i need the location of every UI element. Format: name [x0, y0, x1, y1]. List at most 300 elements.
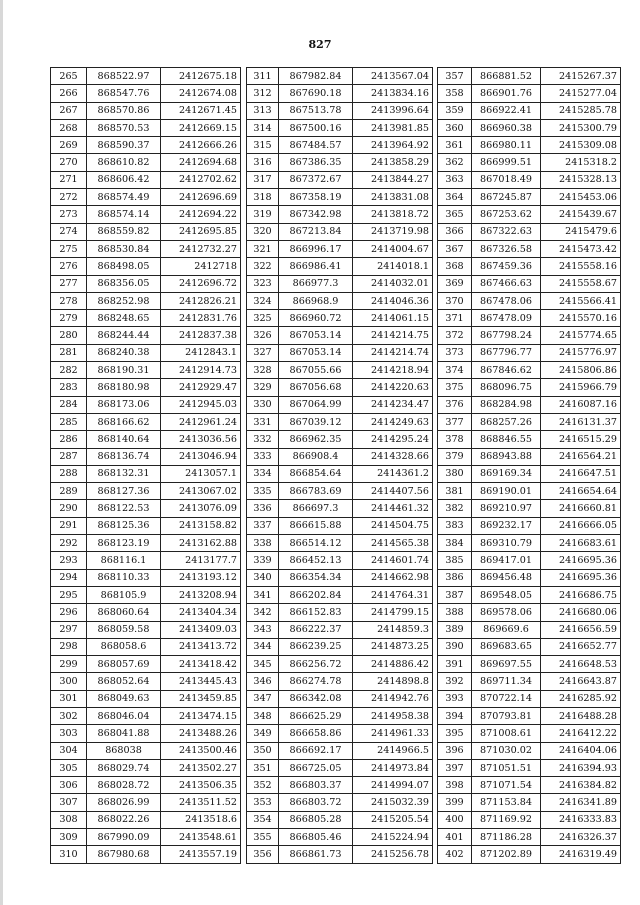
y-coordinate-cell: 2414799.15 [353, 604, 433, 621]
table-row [247, 794, 433, 811]
point-number-cell: 382 [438, 500, 472, 517]
x-coordinate-cell: 868570.86 [87, 102, 161, 119]
x-coordinate-cell: 866658.86 [279, 725, 353, 742]
x-coordinate-cell: 868190.31 [87, 362, 161, 379]
point-number-cell: 399 [438, 794, 472, 811]
point-number-cell: 273 [51, 206, 87, 223]
x-coordinate-cell: 866697.3 [279, 500, 353, 517]
table-row [51, 85, 241, 102]
point-number-cell: 365 [438, 206, 472, 223]
y-coordinate-cell: 2414004.67 [353, 240, 433, 257]
x-coordinate-cell: 867386.35 [279, 154, 353, 171]
y-coordinate-cell: 2414873.25 [353, 638, 433, 655]
y-coordinate-cell: 2416564.21 [541, 448, 621, 465]
point-number-cell: 308 [51, 811, 87, 828]
point-number-cell: 280 [51, 327, 87, 344]
x-coordinate-cell: 867478.06 [472, 292, 541, 309]
table-row [51, 673, 241, 690]
point-number-cell: 331 [247, 413, 279, 430]
x-coordinate-cell: 871202.89 [472, 846, 541, 863]
point-number-cell: 324 [247, 292, 279, 309]
table-row [438, 206, 621, 223]
y-coordinate-cell: 2414961.33 [353, 725, 433, 742]
y-coordinate-cell: 2414295.24 [353, 431, 433, 448]
y-coordinate-cell: 2413834.16 [353, 85, 433, 102]
point-number-cell: 394 [438, 707, 472, 724]
y-coordinate-cell: 2413057.1 [161, 465, 241, 482]
x-coordinate-cell: 869683.65 [472, 638, 541, 655]
table-row [438, 379, 621, 396]
x-coordinate-cell: 867690.18 [279, 85, 353, 102]
x-coordinate-cell: 868522.97 [87, 68, 161, 85]
x-coordinate-cell: 866960.38 [472, 119, 541, 136]
page-number: 827 [308, 38, 332, 51]
x-coordinate-cell: 867322.63 [472, 223, 541, 240]
point-number-cell: 385 [438, 552, 472, 569]
y-coordinate-cell: 2413177.7 [161, 552, 241, 569]
table-row [247, 85, 433, 102]
y-coordinate-cell: 2415558.67 [541, 275, 621, 292]
point-number-cell: 299 [51, 656, 87, 673]
point-number-cell: 313 [247, 102, 279, 119]
x-coordinate-cell: 868248.65 [87, 310, 161, 327]
x-coordinate-cell: 867342.98 [279, 206, 353, 223]
y-coordinate-cell: 2413502.27 [161, 759, 241, 776]
point-number-cell: 357 [438, 68, 472, 85]
y-coordinate-cell: 2412696.69 [161, 189, 241, 206]
y-coordinate-cell: 2414214.74 [353, 344, 433, 361]
y-coordinate-cell: 2416680.06 [541, 604, 621, 621]
table-row [51, 794, 241, 811]
table-row [438, 171, 621, 188]
x-coordinate-cell: 869417.01 [472, 552, 541, 569]
x-coordinate-cell: 866692.17 [279, 742, 353, 759]
table-row [247, 396, 433, 413]
point-number-cell: 398 [438, 777, 472, 794]
point-number-cell: 316 [247, 154, 279, 171]
point-number-cell: 266 [51, 85, 87, 102]
x-coordinate-cell: 868026.99 [87, 794, 161, 811]
table-row [51, 500, 241, 517]
table-row [438, 552, 621, 569]
point-number-cell: 312 [247, 85, 279, 102]
y-coordinate-cell: 2413488.26 [161, 725, 241, 742]
x-coordinate-cell: 867053.14 [279, 344, 353, 361]
y-coordinate-cell: 2414032.01 [353, 275, 433, 292]
y-coordinate-cell: 2414565.38 [353, 535, 433, 552]
table-row [51, 68, 241, 85]
y-coordinate-cell: 2415032.39 [353, 794, 433, 811]
x-coordinate-cell: 866256.72 [279, 656, 353, 673]
coordinate-table-column-3 [437, 67, 621, 864]
x-coordinate-cell: 868127.36 [87, 483, 161, 500]
x-coordinate-cell: 866881.52 [472, 68, 541, 85]
y-coordinate-cell: 2412945.03 [161, 396, 241, 413]
x-coordinate-cell: 868574.49 [87, 189, 161, 206]
x-coordinate-cell: 869210.97 [472, 500, 541, 517]
y-coordinate-cell: 2415570.16 [541, 310, 621, 327]
point-number-cell: 348 [247, 707, 279, 724]
point-number-cell: 347 [247, 690, 279, 707]
table-row [438, 137, 621, 154]
point-number-cell: 284 [51, 396, 87, 413]
table-row [438, 742, 621, 759]
y-coordinate-cell: 2413548.61 [161, 829, 241, 846]
x-coordinate-cell: 866783.69 [279, 483, 353, 500]
x-coordinate-cell: 868590.37 [87, 137, 161, 154]
table-row [247, 171, 433, 188]
x-coordinate-cell: 871153.84 [472, 794, 541, 811]
point-number-cell: 401 [438, 829, 472, 846]
table-row [51, 569, 241, 586]
y-coordinate-cell: 2412843.1 [161, 344, 241, 361]
y-coordinate-cell: 2412674.08 [161, 85, 241, 102]
y-coordinate-cell: 2412671.45 [161, 102, 241, 119]
point-number-cell: 339 [247, 552, 279, 569]
point-number-cell: 321 [247, 240, 279, 257]
y-coordinate-cell: 2414966.5 [353, 742, 433, 759]
x-coordinate-cell: 866202.84 [279, 586, 353, 603]
table-row [438, 189, 621, 206]
x-coordinate-cell: 868096.75 [472, 379, 541, 396]
y-coordinate-cell: 2416695.36 [541, 569, 621, 586]
table-row [51, 656, 241, 673]
point-number-cell: 378 [438, 431, 472, 448]
table-row [247, 292, 433, 309]
y-coordinate-cell: 2416087.16 [541, 396, 621, 413]
table-row [247, 483, 433, 500]
point-number-cell: 400 [438, 811, 472, 828]
table-row [51, 552, 241, 569]
y-coordinate-cell: 2415439.67 [541, 206, 621, 223]
y-coordinate-cell: 2414504.75 [353, 517, 433, 534]
y-coordinate-cell: 2415224.94 [353, 829, 433, 846]
table-row [247, 223, 433, 240]
table-row [51, 206, 241, 223]
x-coordinate-cell: 868060.64 [87, 604, 161, 621]
x-coordinate-cell: 867064.99 [279, 396, 353, 413]
y-coordinate-cell: 2413418.42 [161, 656, 241, 673]
y-coordinate-cell: 2413076.09 [161, 500, 241, 517]
y-coordinate-cell: 2414249.63 [353, 413, 433, 430]
x-coordinate-cell: 867990.09 [87, 829, 161, 846]
table-row [51, 396, 241, 413]
y-coordinate-cell: 2415277.04 [541, 85, 621, 102]
table-row [438, 621, 621, 638]
table-row [438, 68, 621, 85]
y-coordinate-cell: 2413518.6 [161, 811, 241, 828]
point-number-cell: 268 [51, 119, 87, 136]
y-coordinate-cell: 2412694.68 [161, 154, 241, 171]
y-coordinate-cell: 2412914.73 [161, 362, 241, 379]
point-number-cell: 358 [438, 85, 472, 102]
table-row [247, 621, 433, 638]
table-row [247, 189, 433, 206]
point-number-cell: 386 [438, 569, 472, 586]
x-coordinate-cell: 866962.35 [279, 431, 353, 448]
x-coordinate-cell: 867055.66 [279, 362, 353, 379]
table-row [247, 535, 433, 552]
point-number-cell: 271 [51, 171, 87, 188]
table-row [438, 500, 621, 517]
point-number-cell: 334 [247, 465, 279, 482]
x-coordinate-cell: 869190.01 [472, 483, 541, 500]
x-coordinate-cell: 868180.98 [87, 379, 161, 396]
point-number-cell: 338 [247, 535, 279, 552]
table-row [438, 569, 621, 586]
y-coordinate-cell: 2413500.46 [161, 742, 241, 759]
x-coordinate-cell: 868105.9 [87, 586, 161, 603]
point-number-cell: 295 [51, 586, 87, 603]
x-coordinate-cell: 866901.76 [472, 85, 541, 102]
table-row [247, 673, 433, 690]
x-coordinate-cell: 866452.13 [279, 552, 353, 569]
point-number-cell: 288 [51, 465, 87, 482]
y-coordinate-cell: 2414942.76 [353, 690, 433, 707]
point-number-cell: 317 [247, 171, 279, 188]
x-coordinate-cell: 868057.69 [87, 656, 161, 673]
table-row [438, 535, 621, 552]
point-number-cell: 376 [438, 396, 472, 413]
x-coordinate-cell: 867478.09 [472, 310, 541, 327]
y-coordinate-cell: 2414218.94 [353, 362, 433, 379]
y-coordinate-cell: 2414601.74 [353, 552, 433, 569]
point-number-cell: 372 [438, 327, 472, 344]
y-coordinate-cell: 2414958.38 [353, 707, 433, 724]
point-number-cell: 370 [438, 292, 472, 309]
point-number-cell: 296 [51, 604, 87, 621]
x-coordinate-cell: 868498.05 [87, 258, 161, 275]
table-row [438, 707, 621, 724]
point-number-cell: 281 [51, 344, 87, 361]
table-row [438, 725, 621, 742]
x-coordinate-cell: 868257.26 [472, 413, 541, 430]
y-coordinate-cell: 2412702.62 [161, 171, 241, 188]
x-coordinate-cell: 867245.87 [472, 189, 541, 206]
y-coordinate-cell: 2414973.84 [353, 759, 433, 776]
point-number-cell: 270 [51, 154, 87, 171]
table-row [51, 258, 241, 275]
point-number-cell: 311 [247, 68, 279, 85]
x-coordinate-cell: 867056.68 [279, 379, 353, 396]
point-number-cell: 346 [247, 673, 279, 690]
point-number-cell: 393 [438, 690, 472, 707]
point-number-cell: 310 [51, 846, 87, 863]
point-number-cell: 345 [247, 656, 279, 673]
y-coordinate-cell: 2413459.85 [161, 690, 241, 707]
table-row [438, 223, 621, 240]
point-number-cell: 277 [51, 275, 87, 292]
point-number-cell: 360 [438, 119, 472, 136]
x-coordinate-cell: 868284.98 [472, 396, 541, 413]
x-coordinate-cell: 868530.84 [87, 240, 161, 257]
x-coordinate-cell: 866805.28 [279, 811, 353, 828]
point-number-cell: 395 [438, 725, 472, 742]
point-number-cell: 371 [438, 310, 472, 327]
point-number-cell: 276 [51, 258, 87, 275]
x-coordinate-cell: 868132.31 [87, 465, 161, 482]
point-number-cell: 304 [51, 742, 87, 759]
table-row [51, 344, 241, 361]
scan-edge [0, 0, 3, 905]
point-number-cell: 380 [438, 465, 472, 482]
y-coordinate-cell: 2414407.56 [353, 483, 433, 500]
x-coordinate-cell: 866274.78 [279, 673, 353, 690]
point-number-cell: 388 [438, 604, 472, 621]
table-row [51, 154, 241, 171]
y-coordinate-cell: 2414018.1 [353, 258, 433, 275]
x-coordinate-cell: 871169.92 [472, 811, 541, 828]
table-row [438, 275, 621, 292]
table-row [51, 759, 241, 776]
y-coordinate-cell: 2416656.59 [541, 621, 621, 638]
y-coordinate-cell: 2413844.27 [353, 171, 433, 188]
x-coordinate-cell: 868028.72 [87, 777, 161, 794]
x-coordinate-cell: 867796.77 [472, 344, 541, 361]
point-number-cell: 298 [51, 638, 87, 655]
table-row [51, 431, 241, 448]
x-coordinate-cell: 868136.74 [87, 448, 161, 465]
table-row [438, 759, 621, 776]
y-coordinate-cell: 2414898.8 [353, 673, 433, 690]
x-coordinate-cell: 868110.33 [87, 569, 161, 586]
x-coordinate-cell: 868022.26 [87, 811, 161, 828]
y-coordinate-cell: 2415776.97 [541, 344, 621, 361]
x-coordinate-cell: 871186.28 [472, 829, 541, 846]
point-number-cell: 362 [438, 154, 472, 171]
table-row [247, 275, 433, 292]
x-coordinate-cell: 866854.64 [279, 465, 353, 482]
x-coordinate-cell: 866342.08 [279, 690, 353, 707]
x-coordinate-cell: 868610.82 [87, 154, 161, 171]
table-row [51, 707, 241, 724]
point-number-cell: 327 [247, 344, 279, 361]
point-number-cell: 300 [51, 673, 87, 690]
y-coordinate-cell: 2414214.75 [353, 327, 433, 344]
x-coordinate-cell: 870793.81 [472, 707, 541, 724]
y-coordinate-cell: 2412696.72 [161, 275, 241, 292]
point-number-cell: 374 [438, 362, 472, 379]
x-coordinate-cell: 868166.62 [87, 413, 161, 430]
point-number-cell: 389 [438, 621, 472, 638]
x-coordinate-cell: 868244.44 [87, 327, 161, 344]
y-coordinate-cell: 2416326.37 [541, 829, 621, 846]
point-number-cell: 373 [438, 344, 472, 361]
y-coordinate-cell: 2413036.56 [161, 431, 241, 448]
x-coordinate-cell: 867982.84 [279, 68, 353, 85]
y-coordinate-cell: 2414886.42 [353, 656, 433, 673]
point-number-cell: 293 [51, 552, 87, 569]
point-number-cell: 291 [51, 517, 87, 534]
table-row [247, 465, 433, 482]
table-row [247, 258, 433, 275]
x-coordinate-cell: 869310.79 [472, 535, 541, 552]
x-coordinate-cell: 867018.49 [472, 171, 541, 188]
table-row [438, 638, 621, 655]
point-number-cell: 355 [247, 829, 279, 846]
x-coordinate-cell: 869456.48 [472, 569, 541, 586]
x-coordinate-cell: 866999.51 [472, 154, 541, 171]
y-coordinate-cell: 2412732.27 [161, 240, 241, 257]
y-coordinate-cell: 2413193.12 [161, 569, 241, 586]
x-coordinate-cell: 869232.17 [472, 517, 541, 534]
table-row [51, 621, 241, 638]
point-number-cell: 377 [438, 413, 472, 430]
y-coordinate-cell: 2412837.38 [161, 327, 241, 344]
y-coordinate-cell: 2414234.47 [353, 396, 433, 413]
x-coordinate-cell: 866986.41 [279, 258, 353, 275]
point-number-cell: 286 [51, 431, 87, 448]
x-coordinate-cell: 867466.63 [472, 275, 541, 292]
y-coordinate-cell: 2413506.35 [161, 777, 241, 794]
x-coordinate-cell: 871008.61 [472, 725, 541, 742]
table-row [51, 846, 241, 863]
x-coordinate-cell: 868058.6 [87, 638, 161, 655]
y-coordinate-cell: 2412695.85 [161, 223, 241, 240]
table-row [51, 517, 241, 534]
point-number-cell: 279 [51, 310, 87, 327]
table-row [438, 673, 621, 690]
point-number-cell: 361 [438, 137, 472, 154]
y-coordinate-cell: 2415566.41 [541, 292, 621, 309]
y-coordinate-cell: 2412961.24 [161, 413, 241, 430]
point-number-cell: 290 [51, 500, 87, 517]
x-coordinate-cell: 868943.88 [472, 448, 541, 465]
table-row [438, 829, 621, 846]
x-coordinate-cell: 866805.46 [279, 829, 353, 846]
y-coordinate-cell: 2415328.13 [541, 171, 621, 188]
table-row [51, 413, 241, 430]
table-row [247, 327, 433, 344]
y-coordinate-cell: 2416515.29 [541, 431, 621, 448]
y-coordinate-cell: 2413208.94 [161, 586, 241, 603]
point-number-cell: 275 [51, 240, 87, 257]
x-coordinate-cell: 868038 [87, 742, 161, 759]
point-number-cell: 351 [247, 759, 279, 776]
point-number-cell: 314 [247, 119, 279, 136]
point-number-cell: 342 [247, 604, 279, 621]
point-number-cell: 318 [247, 189, 279, 206]
y-coordinate-cell: 2416412.22 [541, 725, 621, 742]
y-coordinate-cell: 2413858.29 [353, 154, 433, 171]
table-row [438, 154, 621, 171]
x-coordinate-cell: 866977.3 [279, 275, 353, 292]
table-row [51, 137, 241, 154]
table-row [51, 189, 241, 206]
x-coordinate-cell: 868547.76 [87, 85, 161, 102]
table-row [247, 137, 433, 154]
table-row [438, 119, 621, 136]
point-number-cell: 269 [51, 137, 87, 154]
y-coordinate-cell: 2416341.89 [541, 794, 621, 811]
point-number-cell: 325 [247, 310, 279, 327]
table-row [247, 707, 433, 724]
y-coordinate-cell: 2413445.43 [161, 673, 241, 690]
point-number-cell: 391 [438, 656, 472, 673]
point-number-cell: 397 [438, 759, 472, 776]
table-row [247, 725, 433, 742]
x-coordinate-cell: 866514.12 [279, 535, 353, 552]
y-coordinate-cell: 2412694.22 [161, 206, 241, 223]
point-number-cell: 309 [51, 829, 87, 846]
point-number-cell: 381 [438, 483, 472, 500]
point-number-cell: 283 [51, 379, 87, 396]
table-row [51, 690, 241, 707]
y-coordinate-cell: 2415267.37 [541, 68, 621, 85]
table-row [247, 811, 433, 828]
y-coordinate-cell: 2415309.08 [541, 137, 621, 154]
point-number-cell: 307 [51, 794, 87, 811]
